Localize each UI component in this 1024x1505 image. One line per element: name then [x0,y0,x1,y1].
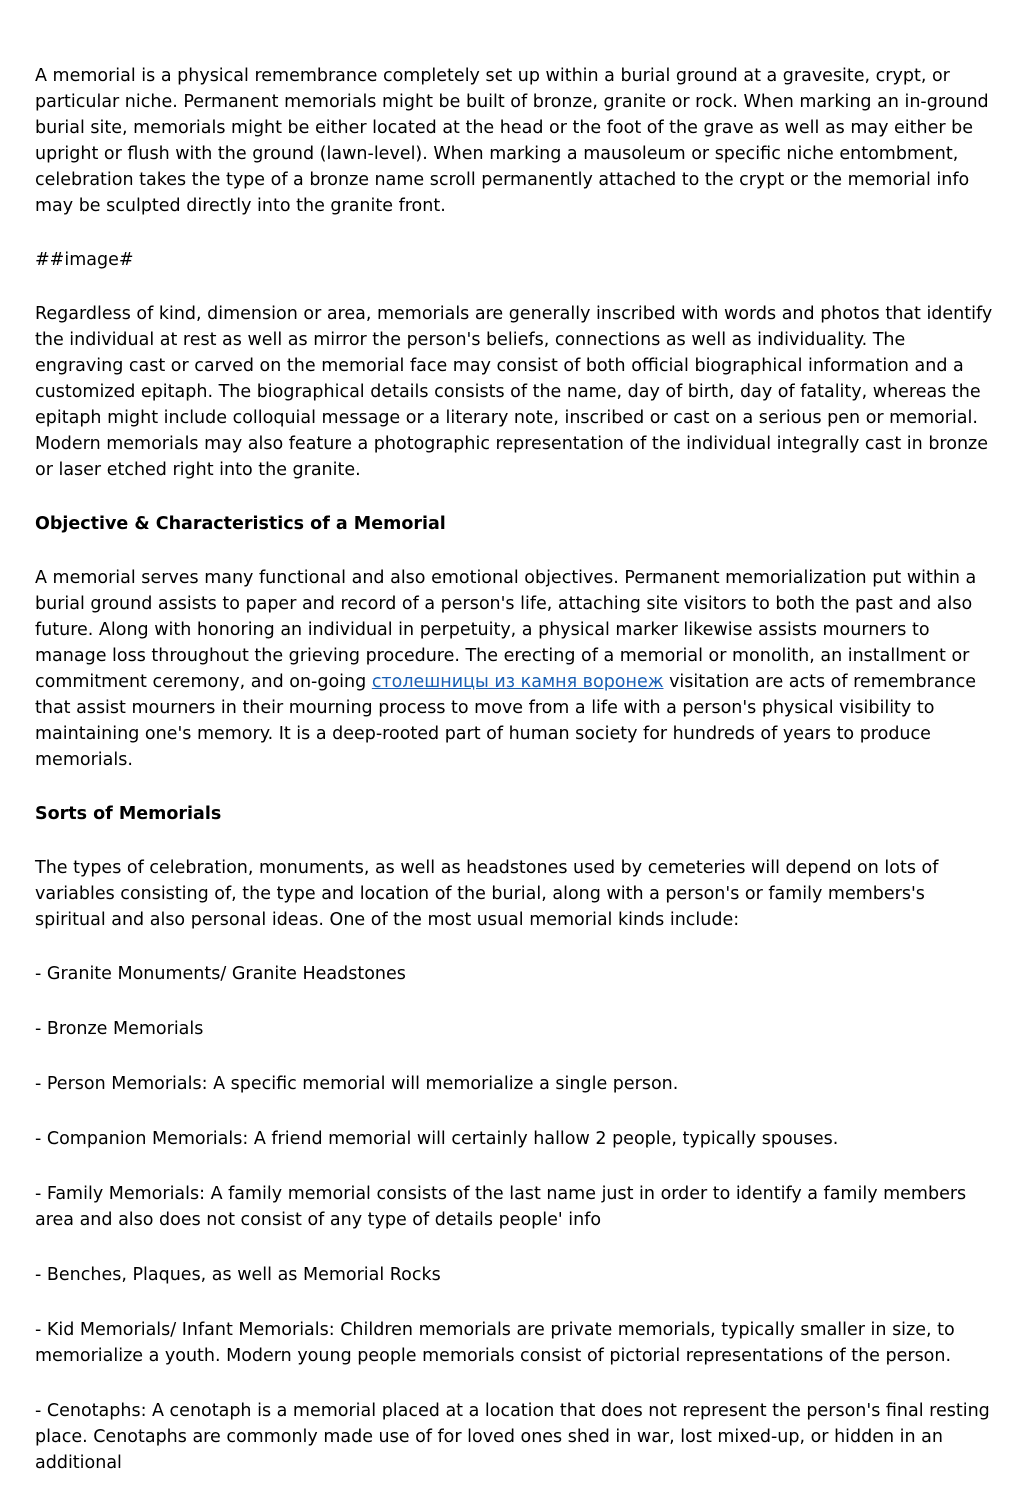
heading-sorts: Sorts of Memorials [35,804,222,824]
list-item-granite: - Granite Monuments/ Granite Headstones [35,964,406,984]
list-item-benches: - Benches, Plaques, as well as Memorial Rocks [35,1265,441,1285]
heading-objective: Objective & Characteristics of a Memorial [35,514,446,534]
intro-paragraph: A memorial is a physical remembrance completely set up within a burial ground at a gravesite, crypt, or particular niche. Permanent memorials might be built of bronze, granite or rock. When marking an in-ground burial site, memorials might be either located at the head or the foot of the grave as well as may either be upright or flush with the ground (lawn-level). When marking a mausoleum or specific niche entombment, celebration takes the type of a bronze name scroll permanently attached to the crypt or the memorial info may be sculpted directly into the granite front. [35,66,989,216]
list-item-bronze: - Bronze Memorials [35,1019,204,1039]
list-item-family: - Family Memorials: A family memorial consists of the last name just in order to identify a family members area and also does not consist of any type of details people' info [35,1184,967,1230]
objective-text-after: visitation are acts of remembrance that assist mourners in their mourning process to move from a life with a person's physical visibility to maintaining one's memory. It is a deep-rooted part of human society for hundreds of years to produce memorials. [35,672,977,770]
objective-paragraph [35,565,995,773]
stone-countertops-link[interactable]: столешницы из камня воронеж [371,672,664,692]
list-item-cenotaphs: - Cenotaphs: A cenotaph is a memorial placed at a location that does not represent the person's final resting place. Cenotaphs are commonly made use of for loved ones shed in war, lost mixed-up, or hidden in an additional [35,1401,990,1473]
inscription-paragraph: Regardless of kind, dimension or area, memorials are generally inscribed with words and photos that identify the individual at rest as well as mirror the person's beliefs, connections as well as individuality. The engraving cast or carved on the memorial face may consist of both official biographical information and a customized epitaph. The biographical details consists of the name, day of birth, day of fatality, whereas the epitaph might include colloquial message or a literary note, inscribed or cast on a serious pen or memorial. Modern memorials may also feature a photographic representation of the individual integrally cast in bronze or laser etched right into the granite. [35,304,993,480]
list-item-companion: - Companion Memorials: A friend memorial will certainly hallow 2 people, typically spouses. [35,1129,839,1149]
sorts-intro-paragraph: The types of celebration, monuments, as well as headstones used by cemeteries will depend on lots of variables consisting of, the type and location of the burial, along with a person's or family members's spiritual and also personal ideas. One of the most usual memorial kinds include: [35,858,939,930]
document-body [35,63,995,1505]
image-placeholder: ##image# [35,250,134,270]
list-item-person: - Person Memorials: A specific memorial will memorialize a single person. [35,1074,679,1094]
list-item-kid: - Kid Memorials/ Infant Memorials: Children memorials are private memorials, typically smaller in size, to memorialize a youth. Modern young people memorials consist of pictorial representations of the person. [35,1320,955,1366]
objective-text-before: A memorial serves many functional and also emotional objectives. Permanent memorialization put within a burial ground assists to paper and record of a person's life, attaching site visitors to both the past and also future. Along with honoring an individual in perpetuity, a physical marker likewise assists mourners to manage loss throughout the grieving procedure. The erecting of a memorial or monolith, an installment or commitment ceremony, and on-going [35,568,977,692]
